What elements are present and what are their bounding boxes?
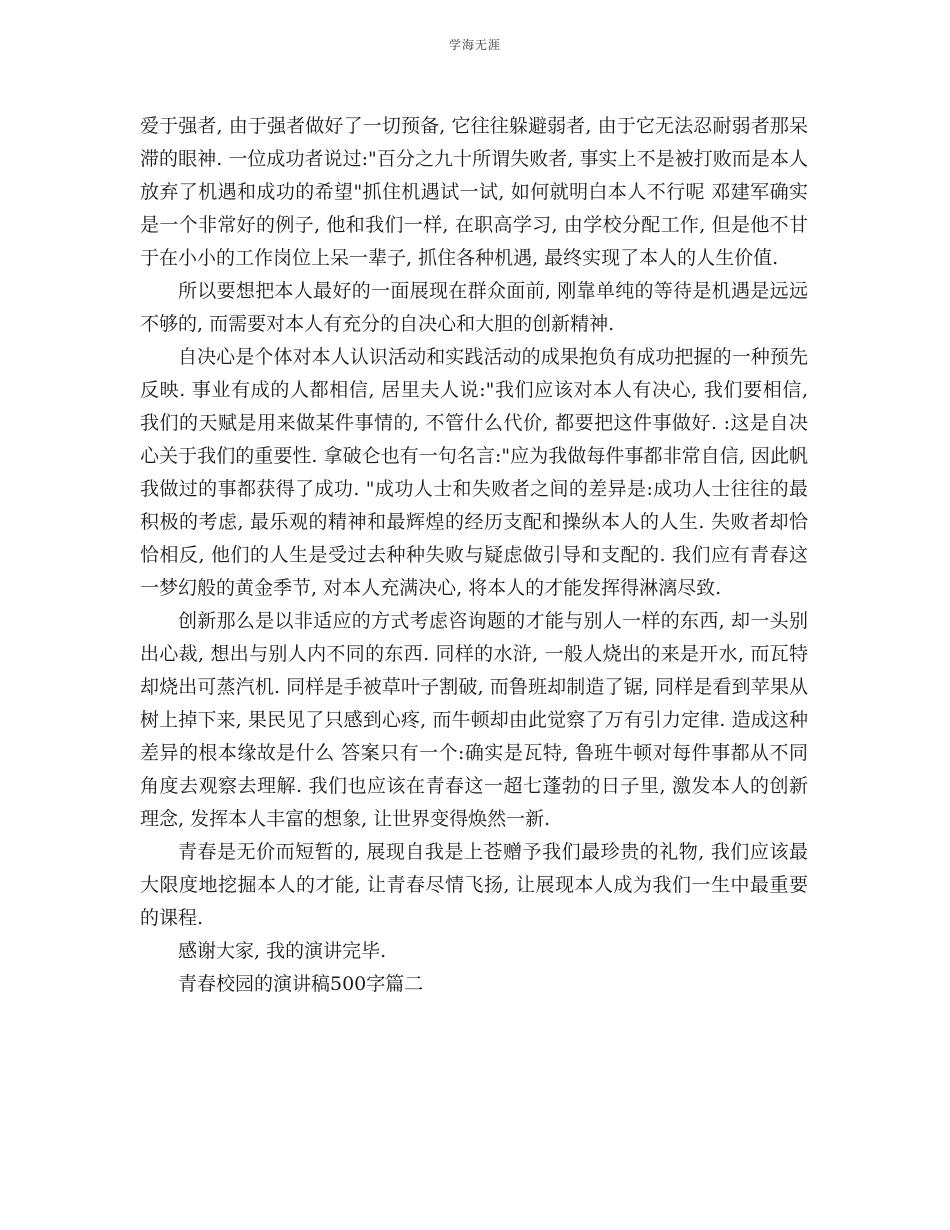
paragraph-1: 爱于强者, 由于强者做好了一切预备, 它往往躲避弱者, 由于它无法忍耐弱者那呆滞的眼神. 一位成功者说过:"百分之九十所谓失败者, 事实上不是被打败而是本人放弃了机遇和成功的希望"抓住机遇试一试, 如何就明白本人不行呢 邓建军确实是一个非常好的例子, 他和我们一样, 在职高学习, 由学校分配工作, 但是他不甘于在小小的工作岗位上呆一辈子, 抓住各种机遇, 最终实现了本人的人生价值.	[140, 115, 808, 269]
paragraph-2: 所以要想把本人最好的一面展现在群众面前, 刚靠单纯的等待是机遇是远远不够的, 而需要对本人有充分的自决心和大胆的创新精神.	[140, 280, 808, 335]
section-heading: 青春校园的演讲稿500字篇二	[178, 973, 424, 995]
document-body	[140, 110, 808, 1001]
closing-line: 感谢大家, 我的演讲完毕.	[178, 940, 387, 962]
paragraph-3: 自决心是个体对本人认识活动和实践活动的成果抱负有成功把握的一种预先反映. 事业有成的人都相信, 居里夫人说:"我们应该对本人有决心, 我们要相信, 我们的天赋是用来做某件事情的, 不管什么代价, 都要把这件事做好. :这是自决心关于我们的重要性. 拿破仑也有一句名言:"应为我做每件事都非常自信, 因此帆我做过的事都获得了成功. "成功人士和失败者之间的差异是:成功人士往往的最积极的考虑, 最乐观的精神和最辉煌的经历支配和操纵本人的人生. 失败者却恰恰相反, 他们的人生是受过去种种失败与疑虑做引导和支配的. 我们应有青春这一梦幻般的黄金季节, 对本人充满决心, 将本人的才能发挥得淋漓尽致.	[140, 346, 808, 599]
paragraph-5: 青春是无价而短暂的, 展现自我是上苍赠予我们最珍贵的礼物, 我们应该最大限度地挖掘本人的才能, 让青春尽情飞扬, 让展现本人成为我们一生中最重要的课程.	[140, 841, 808, 929]
paragraph-4: 创新那么是以非适应的方式考虑咨询题的才能与别人一样的东西, 却一头别出心裁, 想出与别人内不同的东西. 同样的水浒, 一般人烧出的来是开水, 而瓦特却烧出可蒸汽机. 同样是手被草叶子割破, 而鲁班却制造了锯, 同样是看到苹果从树上掉下来, 果民见了只感到心疼, 而牛顿却由此觉察了万有引力定律. 造成这种差异的根本缘故是什么 答案只有一个:确实是瓦特, 鲁班牛顿对每件事都从不同角度去观察去理解. 我们也应该在青春这一超七蓬勃的日子里, 激发本人的创新理念, 发挥本人丰富的想象, 让世界变得焕然一新.	[140, 610, 808, 830]
page-header: 学海无涯	[448, 38, 501, 52]
